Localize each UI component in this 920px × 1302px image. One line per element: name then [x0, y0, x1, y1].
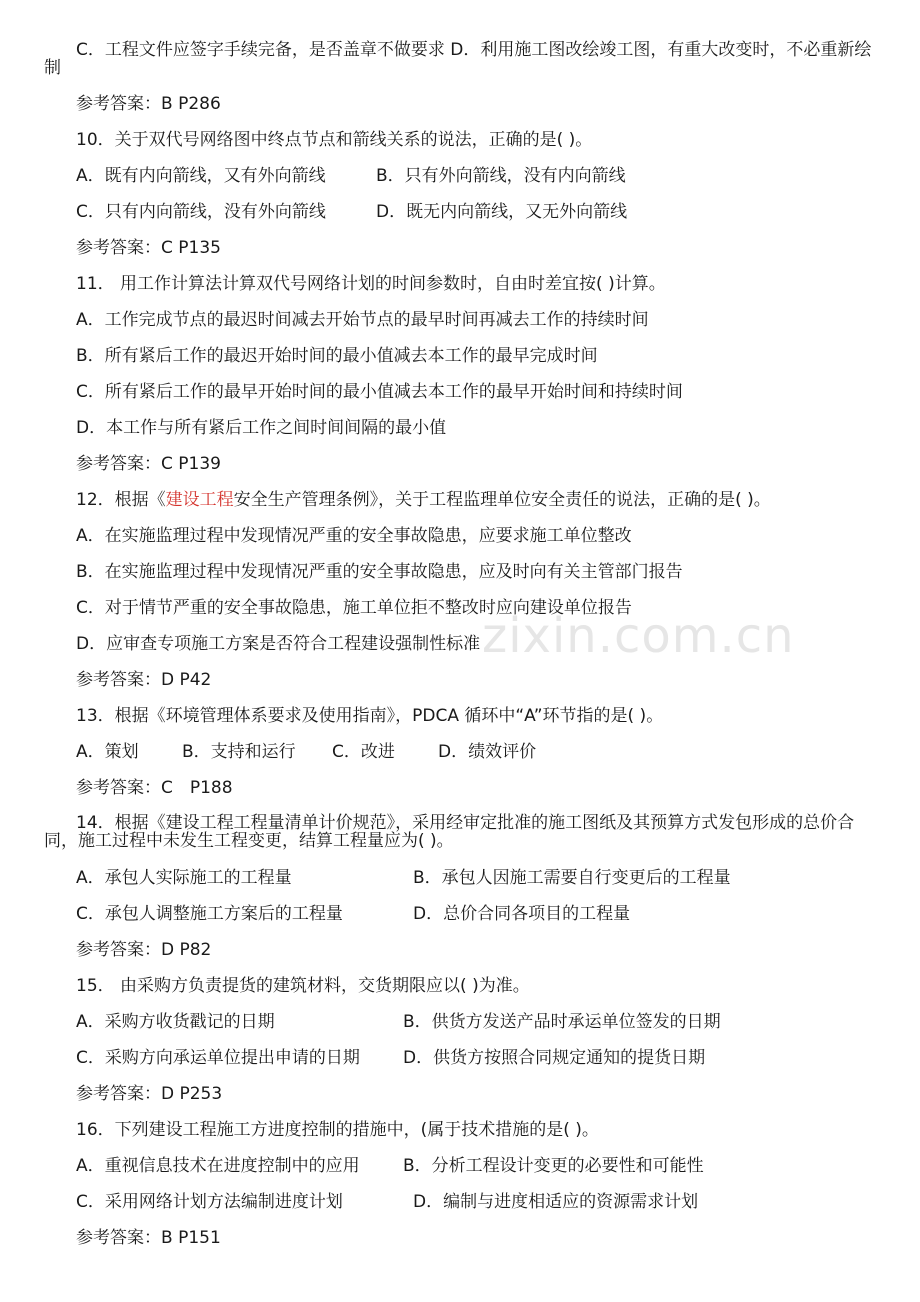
option-b: B．只有外向箭线，没有内向箭线: [376, 166, 626, 186]
option-a: A．工作完成节点的最迟时间减去开始节点的最早时间再减去工作的持续时间: [76, 310, 649, 330]
answer: 参考答案：C P188: [76, 778, 233, 798]
option-row: [76, 202, 628, 222]
question-16: 16．下列建设工程施工方进度控制的措施中，(属于技术措施的是( )。: [76, 1120, 599, 1140]
answer: 参考答案：D P82: [76, 940, 212, 960]
option-a: A．承包人实际施工的工程量: [76, 868, 292, 888]
question-12-suffix: 安全生产管理条例》，关于工程监理单位安全责任的说法，正确的是( )。: [233, 490, 771, 510]
option-row: [76, 1012, 721, 1032]
option-c: C．采用网络计划方法编制进度计划: [76, 1192, 343, 1212]
option-c: C．所有紧后工作的最早开始时间的最小值减去本工作的最早开始时间和持续时间: [76, 382, 683, 402]
answer: 参考答案：B P286: [76, 94, 221, 114]
option-d: D．应审查专项施工方案是否符合工程建设强制性标准: [76, 634, 481, 654]
option-c: C．改进: [332, 742, 395, 762]
answer: 参考答案：C P139: [76, 454, 221, 474]
option-c: C．采购方向承运单位提出申请的日期: [76, 1048, 360, 1068]
question-14: 14．根据《建设工程工程量清单计价规范》，采用经审定批准的施工图纸及其预算方式发包形成的总价合同，施工过程中未发生工程变更，结算工程量应为( )。: [44, 813, 855, 851]
watermark: zixin.com.cn: [482, 608, 795, 664]
option-row: [76, 1048, 706, 1068]
question-12-prefix: 12．根据《: [76, 490, 166, 510]
option-c-d-prev: C．工程文件应签字手续完备，是否盖章不做要求 D．利用施工图改绘竣工图，有重大改变时，不必重新绘制: [44, 40, 872, 78]
question-10: 10．关于双代号网络图中终点节点和箭线关系的说法，正确的是( )。: [76, 130, 593, 150]
question-12: [76, 490, 771, 510]
option-c: C．对于情节严重的安全事故隐患，施工单位拒不整改时应向建设单位报告: [76, 598, 632, 618]
option-a: A．重视信息技术在进度控制中的应用: [76, 1156, 360, 1176]
option-b: B．分析工程设计变更的必要性和可能性: [403, 1156, 704, 1176]
option-b: B．承包人因施工需要自行变更后的工程量: [413, 868, 731, 888]
option-row: [76, 742, 537, 762]
answer: 参考答案：B P151: [76, 1228, 221, 1248]
option-row: [76, 1192, 699, 1212]
option-b: B．支持和运行: [182, 742, 296, 762]
option-b: B．在实施监理过程中发现情况严重的安全事故隐患，应及时向有关主管部门报告: [76, 562, 683, 582]
option-d: D．编制与进度相适应的资源需求计划: [413, 1192, 699, 1212]
option-row: [76, 166, 626, 186]
option-a: A．既有内向箭线，又有外向箭线: [76, 166, 326, 186]
option-d: D．供货方按照合同规定通知的提货日期: [403, 1048, 706, 1068]
option-c: C．只有内向箭线，没有外向箭线: [76, 202, 326, 222]
option-row: [76, 904, 631, 924]
option-d: D．既无内向箭线，又无外向箭线: [376, 202, 628, 222]
answer: 参考答案：C P135: [76, 238, 221, 258]
option-row: [76, 868, 731, 888]
option-row: [76, 1156, 704, 1176]
option-a: A．采购方收货戳记的日期: [76, 1012, 275, 1032]
option-d: D．本工作与所有紧后工作之间时间间隔的最小值: [76, 418, 447, 438]
option-d: D．总价合同各项目的工程量: [413, 904, 631, 924]
answer: 参考答案：D P253: [76, 1084, 223, 1104]
highlight-link[interactable]: 建设工程: [165, 490, 234, 510]
question-11: 11． 用工作计算法计算双代号网络计划的时间参数时，自由时差宜按( )计算。: [76, 274, 666, 294]
answer: 参考答案：D P42: [76, 670, 212, 690]
option-a: A．策划: [76, 742, 139, 762]
question-13: 13．根据《环境管理体系要求及使用指南》，PDCA 循环中“A”环节指的是( )。: [76, 706, 664, 726]
option-c: C．承包人调整施工方案后的工程量: [76, 904, 343, 924]
question-15: 15． 由采购方负责提货的建筑材料，交货期限应以( )为准。: [76, 976, 530, 996]
option-b: B．供货方发送产品时承运单位签发的日期: [403, 1012, 721, 1032]
option-d: D．绩效评价: [438, 742, 537, 762]
option-b: B．所有紧后工作的最迟开始时间的最小值减去本工作的最早完成时间: [76, 346, 598, 366]
option-a: A．在实施监理过程中发现情况严重的安全事故隐患，应要求施工单位整改: [76, 526, 632, 546]
